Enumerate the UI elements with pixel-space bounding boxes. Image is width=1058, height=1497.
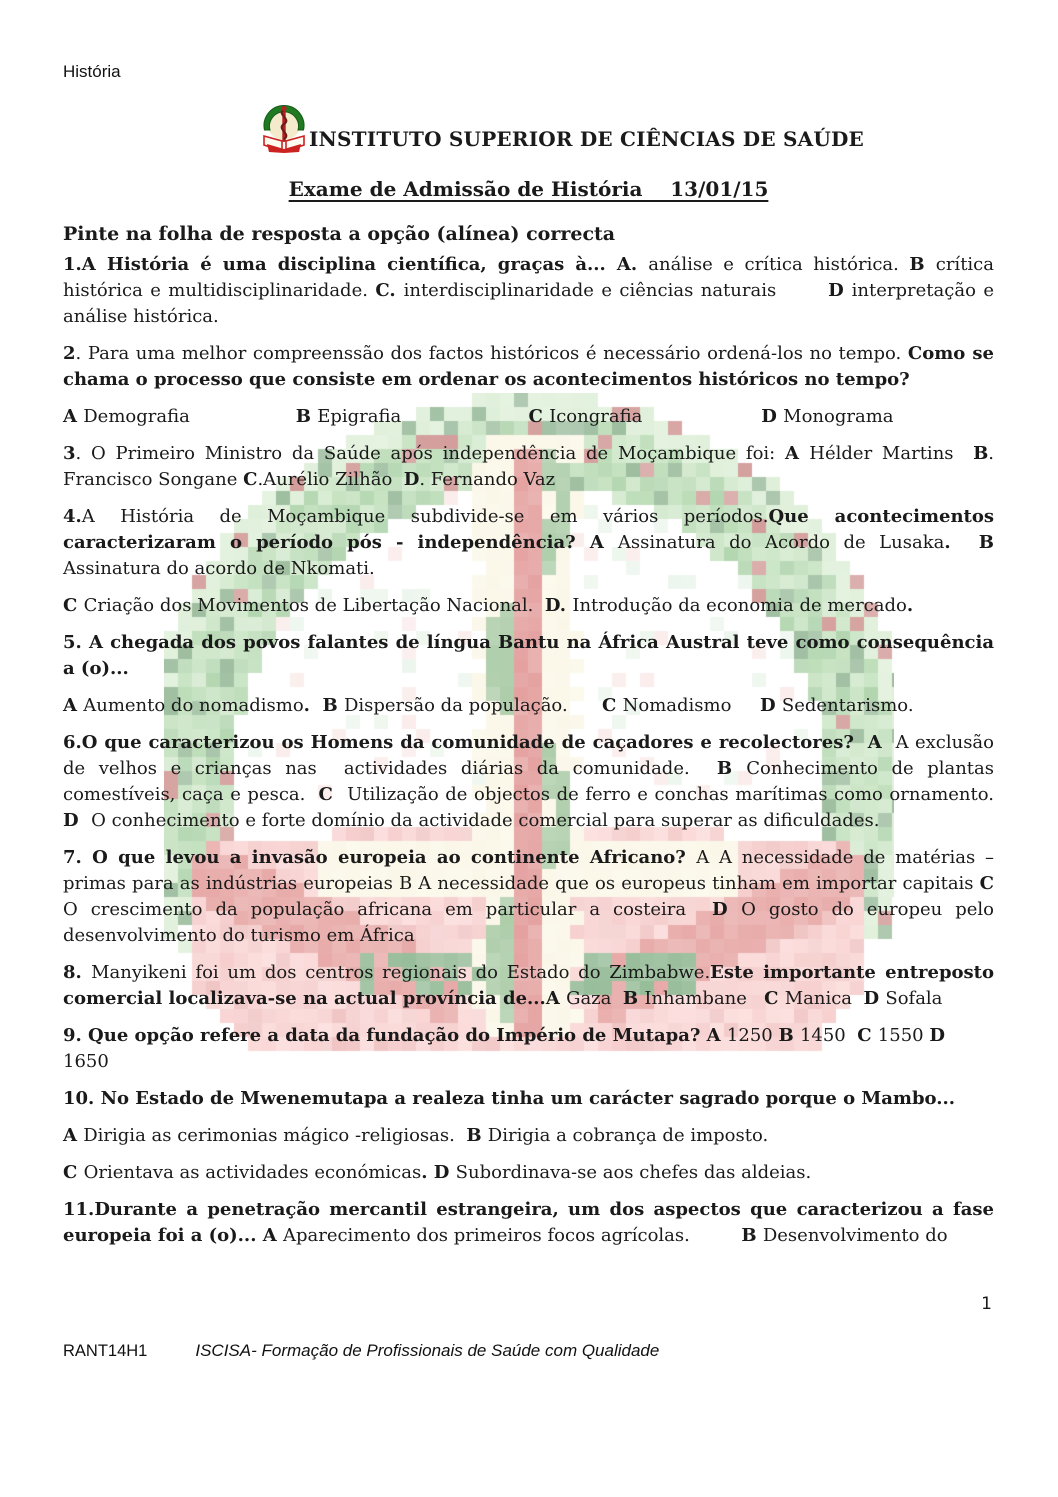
answer-instruction: Pinte na folha de resposta a opção (alínea) correcta xyxy=(63,223,616,245)
footer-slogan: ISCISA- Formação de Profissionais de Saúde com Qualidade xyxy=(195,1341,660,1360)
exam-title xyxy=(63,177,994,201)
paragraph-q6: 6.O que caracterizou os Homens da comunidade de caçadores e recolectores? A A exclusão de velhos e crianças nas actividades diárias da comunidade. B Conhecimento de plantas comestíveis, caça e pesca. C Utilização de objectos de ferro e conchas marítimas como ornamento. D O conhecimento e forte domínio da actividade comercial para superar as dificuldades. xyxy=(63,732,995,831)
paragraph-q10: 10. No Estado de Mwenemutapa a realeza tinha um carácter sagrado porque o Mambo... xyxy=(63,1088,956,1109)
subject-label: História xyxy=(63,62,121,81)
paragraph-q9: 9. Que opção refere a data da fundação do Império de Mutapa? A 1250 B 1450 C 1550 D 1650 xyxy=(63,1025,945,1072)
paragraph-q2-options xyxy=(63,404,994,430)
questions-list xyxy=(63,252,994,1260)
option-c: C Icongrafia xyxy=(528,406,643,427)
paragraph-q8: 8. Manyikeni foi um dos centros regionais do Estado do Zimbabwe.Este importante entreposto comercial localizava-se na actual província de...A Gaza B Inhambane C Manica D Sofala xyxy=(63,962,995,1009)
option-b: B Epigrafia xyxy=(295,406,402,427)
exam-title-text: Exame de Admissão de História 13/01/15 xyxy=(288,177,769,201)
header xyxy=(261,99,864,153)
iscisa-logo-icon xyxy=(261,99,307,153)
paragraph-q10-options-ab: A Dirigia as cerimonias mágico -religiosas. B Dirigia a cobrança de imposto. xyxy=(63,1125,769,1146)
paragraph-q4: 4.A História de Moçambique subdivide-se em vários períodos.Que acontecimentos caracterizaram o período pós - independência? A Assinatura do Acordo de Lusaka. B Assinatura do acordo de Nkomati. xyxy=(63,506,995,579)
paragraph-q4-options-cd: C Criação dos Movimentos de Libertação Nacional. D. Introdução da economia de mercado. xyxy=(63,595,914,616)
option-d: D Monograma xyxy=(761,406,894,427)
paragraph-q5-options: A Aumento do nomadismo. B Dispersão da população. C Nomadismo D Sedentarismo. xyxy=(63,695,914,716)
paragraph-q10-options-cd: C Orientava as actividades económicas. D Subordinava-se aos chefes das aldeias. xyxy=(63,1162,812,1183)
footer xyxy=(63,1341,659,1361)
paragraph-q1: 1.A História é uma disciplina científica, graças à... A. análise e crítica histórica. B crítica histórica e multidisciplinaridade. C. interdisciplinaridade e ciências naturais D interpretação e análise histórica. xyxy=(63,254,994,327)
paragraph-q5: 5. A chegada dos povos falantes de língua Bantu na África Austral teve como consequência a (o)... xyxy=(63,632,994,679)
paragraph-q11: 11.Durante a penetração mercantil estrangeira, um dos aspectos que caracterizou a fase europeia foi a (o)... A Aparecimento dos primeiros focos agrícolas. B Desenvolvimento do xyxy=(63,1199,994,1246)
page-number: 1 xyxy=(981,1294,992,1314)
institute-title: INSTITUTO SUPERIOR DE CIÊNCIAS DE SAÚDE xyxy=(309,127,864,151)
paragraph-q2: 2. Para uma melhor compreenssão dos factos históricos é necessário ordená-los no tempo. Como se chama o processo que consiste em ordenar os acontecimentos históricos no tempo? xyxy=(63,343,994,390)
paragraph-q3: 3. O Primeiro Ministro da Saúde após independência de Moçambique foi: A Hélder Martins B. Francisco Songane C.Aurélio Zilhão D. Fernando Vaz xyxy=(63,443,995,490)
footer-code: RANT14H1 xyxy=(63,1342,148,1360)
option-a: A Demografia xyxy=(63,406,190,427)
paragraph-q7: 7. O que levou a invasão europeia ao continente Africano? A A necessidade de matérias – primas para as indústrias europeias B A necessidade que os europeus tinham em importar capitais C O crescimento da população africana em particular a costeira D O gosto do europeu pelo desenvolvimento do turismo em África xyxy=(63,847,994,946)
